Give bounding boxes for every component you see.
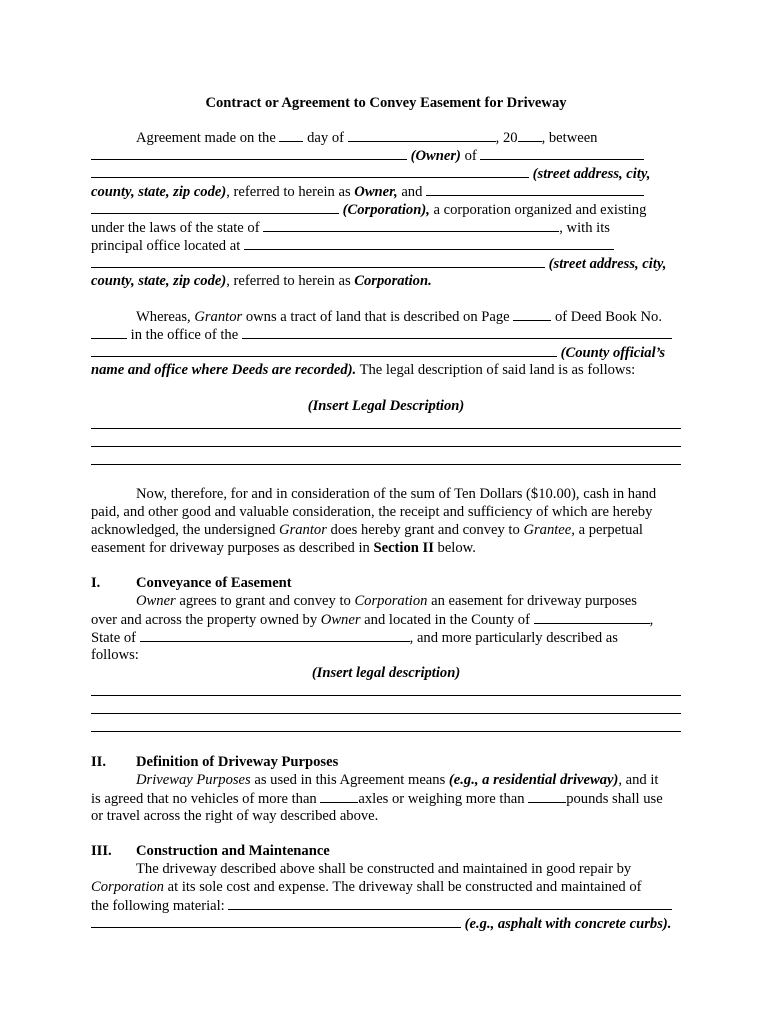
section-3-line-2: Corporation at its sole cost and expense. The driveway shall be constructed and maintained of [91,879,642,895]
section-1-line-4: follows: [91,647,139,663]
state-blank[interactable] [140,628,410,642]
section-2-line-3: or travel across the right of way described above. [91,808,379,824]
section-1-insert-legal-label: (Insert legal description) [311,665,461,681]
intro-line-5: (Corporation), a corporation organized and existing [91,200,681,219]
document-title: Contract or Agreement to Convey Easement for Driveway [205,95,567,111]
whereas-line-4: name and office where Deeds are recorded). The legal description of said land is as follows: [91,362,636,378]
section-2-heading: II. Definition of Driveway Purposes [91,754,339,770]
section-1-heading: I. Conveyance of Easement [91,575,292,591]
pounds-blank[interactable] [528,789,566,803]
day-blank[interactable] [279,128,303,142]
section-1-line-3: State of , and more particularly described as [91,630,618,646]
now-therefore-line-3: acknowledged, the undersigned Grantor does hereby grant and convey to Grantee, a perpetual [91,522,643,538]
owner-name-blank[interactable] [91,146,407,160]
legal-description-line-1[interactable] [91,428,681,429]
corporation-name-blank-1[interactable] [426,182,644,196]
corporation-address-blank[interactable] [91,254,545,268]
section-1-line-1: Owner agrees to grant and convey to Corporation an easement for driveway purposes [136,593,637,609]
county-blank[interactable] [534,610,650,624]
material-blank-2[interactable] [91,914,461,928]
insert-legal-description-label: (Insert Legal Description) [307,398,465,414]
deed-page-blank[interactable] [513,307,551,321]
principal-office-blank[interactable] [244,236,614,250]
section-3-line-1: The driveway described above shall be constructed and maintained in good repair by [136,861,632,877]
intro-line-6: under the laws of the state of , with its [91,220,610,236]
month-blank[interactable] [348,128,496,142]
county-office-blank-1[interactable] [242,325,672,339]
whereas-line-2: in the office of the [91,325,681,344]
now-therefore-line-1: Now, therefore, for and in consideration of the sum of Ten Dollars ($10.00), cash in hand [136,486,657,502]
deed-book-blank[interactable] [91,325,127,339]
section-3-line-4: (e.g., asphalt with concrete curbs). [91,914,681,933]
material-blank-1[interactable] [228,896,672,910]
now-therefore-line-4: easement for driveway purposes as described in Section II below. [91,540,476,556]
whereas-line-3: (County official’s [91,343,681,362]
section-2-line-1: Driveway Purposes as used in this Agreement means (e.g., a residential driveway), and it [136,772,659,788]
section-3-line-3: the following material: [91,896,681,915]
intro-line-4: county, state, zip code), referred to herein as Owner, and [91,182,681,201]
year-blank[interactable] [518,128,542,142]
axles-blank[interactable] [320,789,358,803]
legal-description-line-3[interactable] [91,464,681,465]
intro-line-3: (street address, city, [91,164,681,183]
section-3-heading: III. Construction and Maintenance [91,843,330,859]
easement-description-line-3[interactable] [91,731,681,732]
section-2-line-2: is agreed that no vehicles of more than axles or weighing more than pounds shall use [91,791,663,807]
legal-description-line-2[interactable] [91,446,681,447]
now-therefore-line-2: paid, and other good and valuable consideration, the receipt and sufficiency of which are hereby [91,504,653,520]
intro-line-8: (street address, city, [91,254,681,273]
intro-line-2: (Owner) of [91,146,681,165]
whereas-line-1: Whereas, Grantor owns a tract of land that is described on Page of Deed Book No. [136,309,662,325]
county-office-blank-2[interactable] [91,343,557,357]
section-1-line-2: over and across the property owned by Owner and located in the County of , [91,612,654,628]
owner-address-blank[interactable] [91,164,529,178]
owner-of-blank[interactable] [480,146,644,160]
corporation-name-blank-2[interactable] [91,200,339,214]
easement-description-line-2[interactable] [91,713,681,714]
state-of-organization-blank[interactable] [263,218,559,232]
intro-line-7: principal office located at [91,236,681,255]
easement-description-line-1[interactable] [91,695,681,696]
intro-line-1: Agreement made on the day of , 20 , between [136,130,598,146]
intro-line-9: county, state, zip code), referred to herein as Corporation. [91,273,432,289]
